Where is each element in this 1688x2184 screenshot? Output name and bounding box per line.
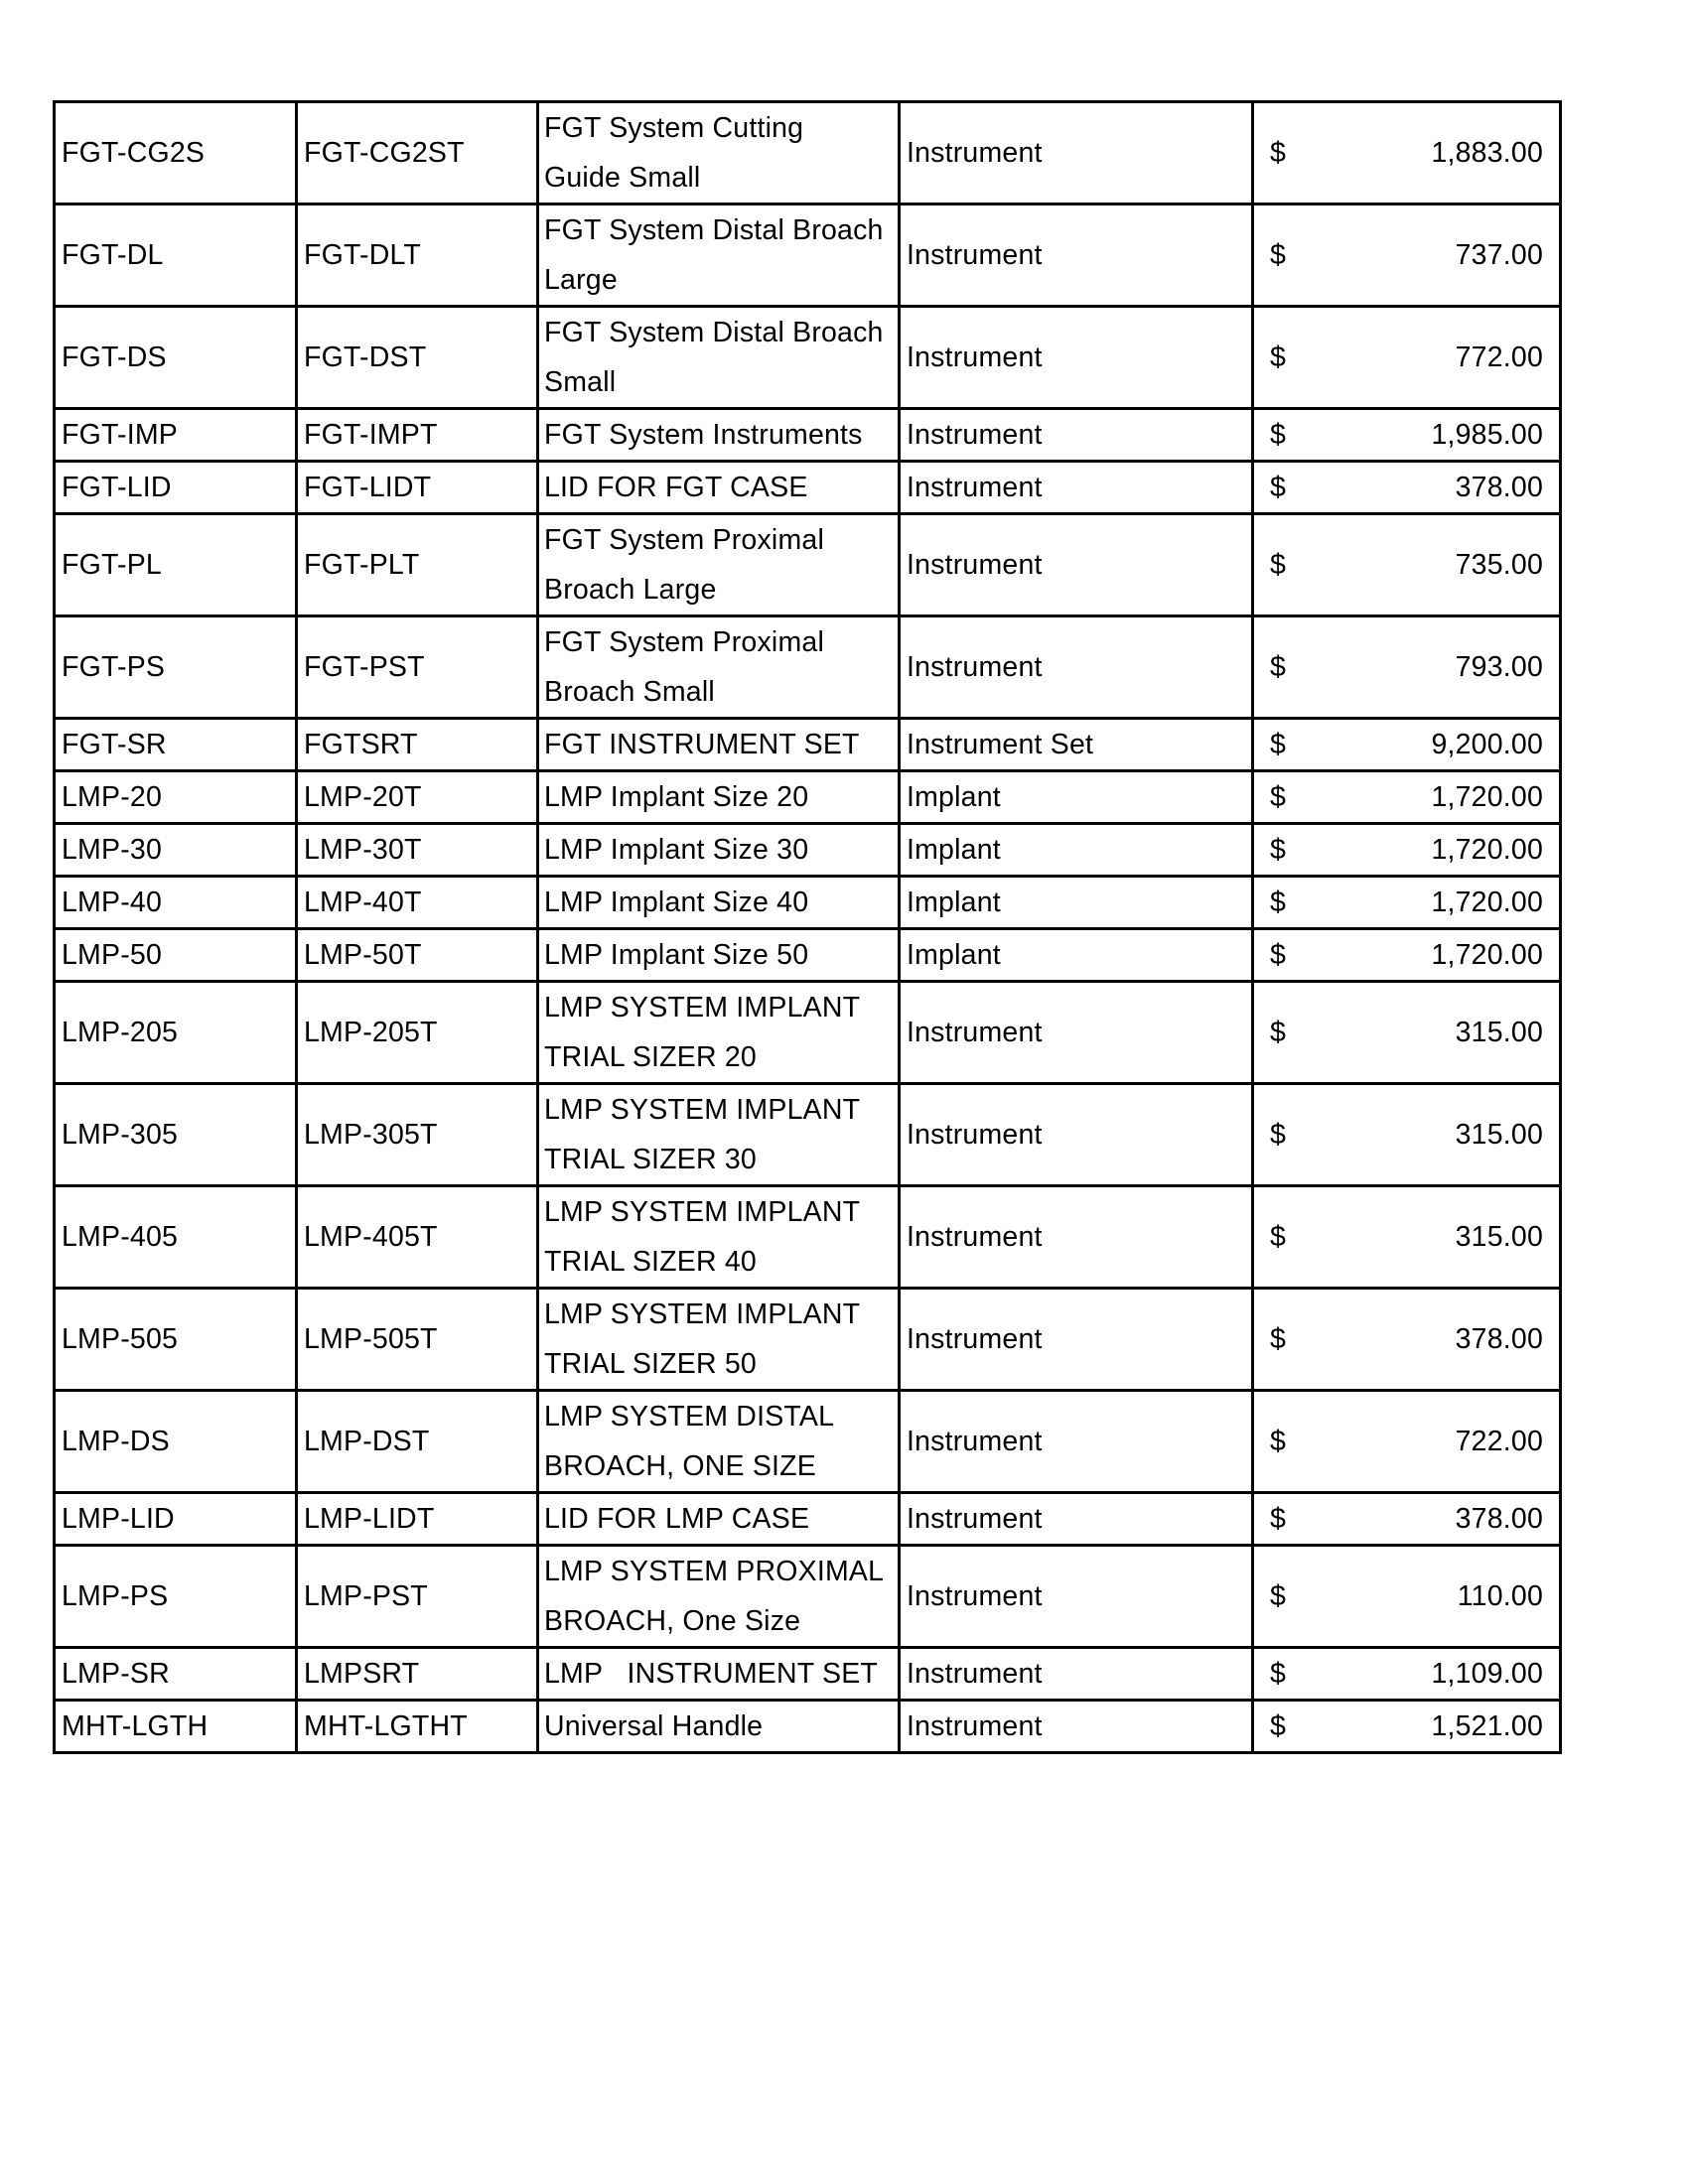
price-cell	[1253, 1084, 1561, 1186]
price-amount: 378.00	[1455, 1503, 1543, 1535]
currency-symbol: $	[1270, 887, 1287, 918]
category-cell: Implant	[900, 771, 1253, 824]
part-number-cell: FGT-CG2S	[55, 102, 297, 205]
description-line: FGT System Distal Broach	[544, 214, 884, 246]
description-cell	[538, 462, 900, 514]
table-row	[55, 1391, 1561, 1493]
description-line: FGT System Instruments	[544, 419, 863, 451]
price-list-table	[53, 100, 1562, 1754]
description-line: FGT System Proximal	[544, 524, 824, 556]
part-number-cell: LMP-505	[55, 1289, 297, 1391]
price-cell	[1253, 929, 1561, 982]
part-number-cell: LMP-SR	[55, 1648, 297, 1701]
description-cell	[538, 409, 900, 462]
table-row	[55, 1084, 1561, 1186]
trial-number-cell: LMP-50T	[297, 929, 538, 982]
description-cell	[538, 982, 900, 1084]
trial-number-cell: FGT-DST	[297, 307, 538, 409]
category-cell: Implant	[900, 929, 1253, 982]
currency-symbol: $	[1270, 1119, 1287, 1151]
description-cell	[538, 205, 900, 307]
trial-number-cell: LMP-DST	[297, 1391, 538, 1493]
table-row	[55, 1701, 1561, 1753]
table-row	[55, 824, 1561, 877]
part-number-cell: MHT-LGTH	[55, 1701, 297, 1753]
trial-number-cell: LMP-505T	[297, 1289, 538, 1391]
price-amount: 1,720.00	[1431, 887, 1543, 918]
description-cell	[538, 929, 900, 982]
price-amount: 110.00	[1457, 1580, 1543, 1612]
description-line: Large	[544, 264, 618, 296]
table-row	[55, 1186, 1561, 1289]
description-cell	[538, 1084, 900, 1186]
category-cell: Instrument	[900, 462, 1253, 514]
price-cell	[1253, 307, 1561, 409]
table-row	[55, 719, 1561, 771]
price-amount: 793.00	[1455, 651, 1543, 683]
category-cell: Instrument	[900, 102, 1253, 205]
part-number-cell: LMP-20	[55, 771, 297, 824]
description-line: LMP Implant Size 40	[544, 887, 809, 918]
currency-symbol: $	[1270, 834, 1287, 866]
table-row	[55, 307, 1561, 409]
price-amount: 1,883.00	[1431, 137, 1543, 169]
part-number-cell: LMP-205	[55, 982, 297, 1084]
table-row	[55, 409, 1561, 462]
trial-number-cell: FGT-LIDT	[297, 462, 538, 514]
price-amount: 1,720.00	[1431, 834, 1543, 866]
price-cell	[1253, 877, 1561, 929]
description-cell	[538, 719, 900, 771]
price-amount: 315.00	[1455, 1017, 1543, 1048]
description-cell	[538, 1546, 900, 1648]
table-row	[55, 462, 1561, 514]
trial-number-cell: LMP-405T	[297, 1186, 538, 1289]
category-cell: Instrument	[900, 1648, 1253, 1701]
part-number-cell: LMP-LID	[55, 1493, 297, 1546]
part-number-cell: FGT-LID	[55, 462, 297, 514]
currency-symbol: $	[1270, 549, 1287, 581]
description-line: Broach Small	[544, 676, 715, 708]
trial-number-cell: FGTSRT	[297, 719, 538, 771]
description-line: Small	[544, 366, 617, 398]
description-line: Guide Small	[544, 162, 701, 194]
currency-symbol: $	[1270, 239, 1287, 271]
description-line: LMP INSTRUMENT SET	[544, 1658, 879, 1690]
description-line: LMP Implant Size 50	[544, 939, 809, 971]
description-cell	[538, 1289, 900, 1391]
trial-number-cell: FGT-IMPT	[297, 409, 538, 462]
price-cell	[1253, 514, 1561, 616]
price-amount: 1,720.00	[1431, 939, 1543, 971]
currency-symbol: $	[1270, 1503, 1287, 1535]
description-line: TRIAL SIZER 20	[544, 1041, 757, 1073]
category-cell: Implant	[900, 824, 1253, 877]
currency-symbol: $	[1270, 1017, 1287, 1048]
description-line: BROACH, ONE SIZE	[544, 1450, 816, 1482]
table-row	[55, 771, 1561, 824]
category-cell: Instrument	[900, 1289, 1253, 1391]
part-number-cell: LMP-PS	[55, 1546, 297, 1648]
category-cell: Instrument	[900, 1084, 1253, 1186]
trial-number-cell: LMP-PST	[297, 1546, 538, 1648]
price-amount: 9,200.00	[1431, 729, 1543, 760]
category-cell: Instrument	[900, 1186, 1253, 1289]
description-cell	[538, 877, 900, 929]
part-number-cell: FGT-IMP	[55, 409, 297, 462]
table-row	[55, 877, 1561, 929]
table-row	[55, 205, 1561, 307]
currency-symbol: $	[1270, 1658, 1287, 1690]
currency-symbol: $	[1270, 419, 1287, 451]
description-line: LMP SYSTEM IMPLANT	[544, 1298, 861, 1330]
description-line: LMP Implant Size 30	[544, 834, 809, 866]
currency-symbol: $	[1270, 472, 1287, 503]
trial-number-cell: FGT-CG2ST	[297, 102, 538, 205]
price-amount: 1,985.00	[1431, 419, 1543, 451]
part-number-cell: FGT-DL	[55, 205, 297, 307]
currency-symbol: $	[1270, 1221, 1287, 1253]
price-cell	[1253, 824, 1561, 877]
description-cell	[538, 307, 900, 409]
price-cell	[1253, 719, 1561, 771]
trial-number-cell: LMP-30T	[297, 824, 538, 877]
table-row	[55, 514, 1561, 616]
price-amount: 1,720.00	[1431, 781, 1543, 813]
description-cell	[538, 1648, 900, 1701]
trial-number-cell: LMPSRT	[297, 1648, 538, 1701]
price-cell	[1253, 409, 1561, 462]
description-cell	[538, 1701, 900, 1753]
table-row	[55, 102, 1561, 205]
description-cell	[538, 1391, 900, 1493]
price-amount: 1,109.00	[1431, 1658, 1543, 1690]
price-cell	[1253, 1648, 1561, 1701]
part-number-cell: LMP-30	[55, 824, 297, 877]
trial-number-cell: FGT-DLT	[297, 205, 538, 307]
table-row	[55, 1493, 1561, 1546]
table-row	[55, 929, 1561, 982]
price-cell	[1253, 982, 1561, 1084]
part-number-cell: LMP-DS	[55, 1391, 297, 1493]
description-line: LID FOR LMP CASE	[544, 1503, 810, 1535]
price-cell	[1253, 1493, 1561, 1546]
price-amount: 772.00	[1455, 341, 1543, 373]
description-cell	[538, 1186, 900, 1289]
description-line: TRIAL SIZER 40	[544, 1246, 757, 1278]
currency-symbol: $	[1270, 729, 1287, 760]
category-cell: Instrument	[900, 982, 1253, 1084]
part-number-cell: LMP-50	[55, 929, 297, 982]
trial-number-cell: LMP-LIDT	[297, 1493, 538, 1546]
table-row	[55, 616, 1561, 719]
currency-symbol: $	[1270, 1426, 1287, 1457]
description-cell	[538, 824, 900, 877]
description-line: BROACH, One Size	[544, 1605, 801, 1637]
price-cell	[1253, 205, 1561, 307]
category-cell: Instrument Set	[900, 719, 1253, 771]
description-line: FGT System Distal Broach	[544, 317, 884, 348]
currency-symbol: $	[1270, 651, 1287, 683]
description-cell	[538, 771, 900, 824]
trial-number-cell: LMP-305T	[297, 1084, 538, 1186]
description-line: FGT System Cutting	[544, 112, 804, 144]
category-cell: Instrument	[900, 1701, 1253, 1753]
description-line: LMP SYSTEM IMPLANT	[544, 1196, 861, 1228]
currency-symbol: $	[1270, 137, 1287, 169]
price-cell	[1253, 1701, 1561, 1753]
price-cell	[1253, 1186, 1561, 1289]
price-amount: 378.00	[1455, 472, 1543, 503]
currency-symbol: $	[1270, 781, 1287, 813]
table-row	[55, 1648, 1561, 1701]
price-amount: 722.00	[1455, 1426, 1543, 1457]
description-line: Universal Handle	[544, 1710, 764, 1742]
part-number-cell: LMP-305	[55, 1084, 297, 1186]
price-amount: 1,521.00	[1431, 1710, 1543, 1742]
category-cell: Instrument	[900, 307, 1253, 409]
category-cell: Instrument	[900, 205, 1253, 307]
price-cell	[1253, 616, 1561, 719]
currency-symbol: $	[1270, 341, 1287, 373]
description-line: LID FOR FGT CASE	[544, 472, 808, 503]
category-cell: Instrument	[900, 514, 1253, 616]
currency-symbol: $	[1270, 1580, 1287, 1612]
currency-symbol: $	[1270, 1710, 1287, 1742]
category-cell: Instrument	[900, 409, 1253, 462]
price-amount: 315.00	[1455, 1221, 1543, 1253]
table-row	[55, 1546, 1561, 1648]
part-number-cell: FGT-DS	[55, 307, 297, 409]
price-cell	[1253, 1391, 1561, 1493]
price-amount: 735.00	[1455, 549, 1543, 581]
description-line: LMP Implant Size 20	[544, 781, 809, 813]
category-cell: Instrument	[900, 1546, 1253, 1648]
part-number-cell: FGT-PL	[55, 514, 297, 616]
part-number-cell: LMP-405	[55, 1186, 297, 1289]
part-number-cell: FGT-SR	[55, 719, 297, 771]
price-cell	[1253, 1289, 1561, 1391]
part-number-cell: FGT-PS	[55, 616, 297, 719]
currency-symbol: $	[1270, 939, 1287, 971]
trial-number-cell: LMP-20T	[297, 771, 538, 824]
description-line: LMP SYSTEM IMPLANT	[544, 992, 861, 1024]
description-line: TRIAL SIZER 50	[544, 1348, 757, 1380]
description-cell	[538, 102, 900, 205]
price-amount: 378.00	[1455, 1323, 1543, 1355]
category-cell: Implant	[900, 877, 1253, 929]
price-amount: 737.00	[1455, 239, 1543, 271]
description-line: FGT INSTRUMENT SET	[544, 729, 860, 760]
price-cell	[1253, 1546, 1561, 1648]
part-number-cell: LMP-40	[55, 877, 297, 929]
price-cell	[1253, 771, 1561, 824]
table-row	[55, 982, 1561, 1084]
description-cell	[538, 616, 900, 719]
category-cell: Instrument	[900, 616, 1253, 719]
currency-symbol: $	[1270, 1323, 1287, 1355]
table-row	[55, 1289, 1561, 1391]
trial-number-cell: LMP-40T	[297, 877, 538, 929]
category-cell: Instrument	[900, 1391, 1253, 1493]
price-cell	[1253, 462, 1561, 514]
description-line: FGT System Proximal	[544, 626, 824, 658]
price-cell	[1253, 102, 1561, 205]
description-line: TRIAL SIZER 30	[544, 1144, 757, 1175]
price-list-body	[55, 102, 1561, 1753]
description-cell	[538, 1493, 900, 1546]
trial-number-cell: MHT-LGTHT	[297, 1701, 538, 1753]
trial-number-cell: LMP-205T	[297, 982, 538, 1084]
description-cell	[538, 514, 900, 616]
description-line: LMP SYSTEM DISTAL	[544, 1401, 835, 1433]
description-line: Broach Large	[544, 574, 717, 606]
price-amount: 315.00	[1455, 1119, 1543, 1151]
description-line: LMP SYSTEM PROXIMAL	[544, 1556, 885, 1587]
trial-number-cell: FGT-PLT	[297, 514, 538, 616]
category-cell: Instrument	[900, 1493, 1253, 1546]
trial-number-cell: FGT-PST	[297, 616, 538, 719]
description-line: LMP SYSTEM IMPLANT	[544, 1094, 861, 1126]
